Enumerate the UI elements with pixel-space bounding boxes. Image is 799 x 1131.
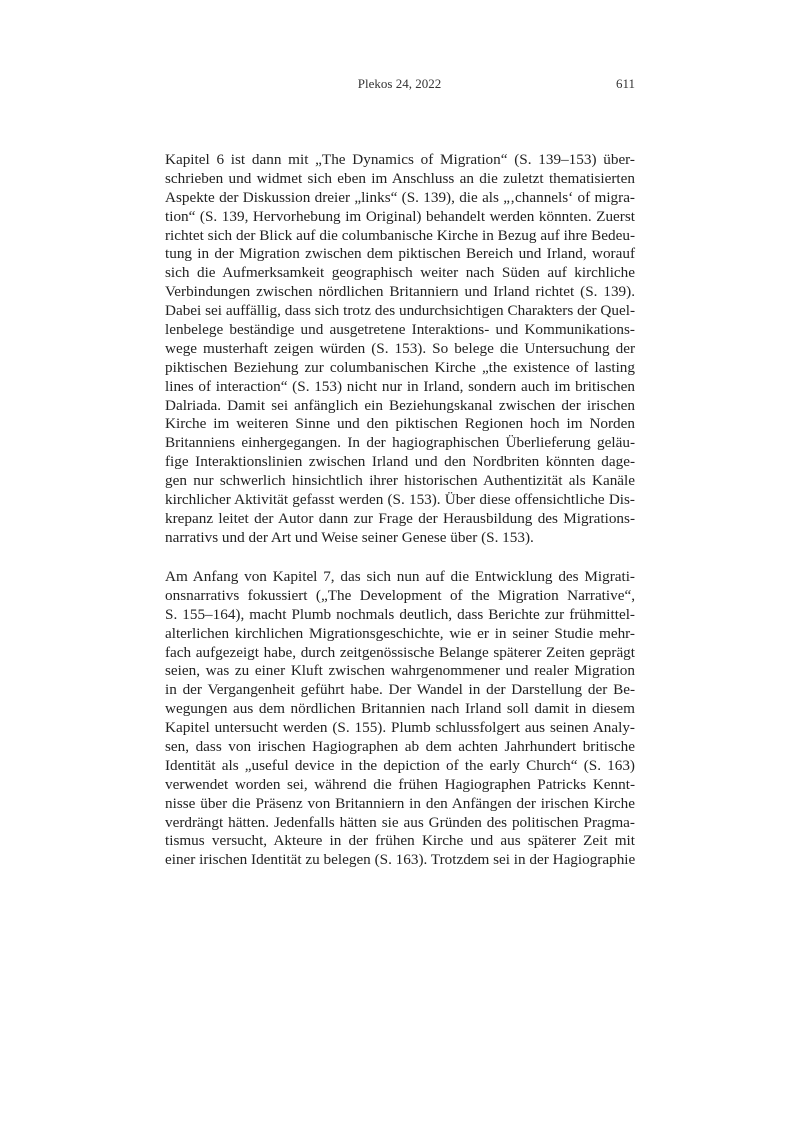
text-line: nisse über die Präsenz von Britanniern in den Anfängen der irischen Kirche (165, 794, 635, 812)
page-number: 611 (615, 76, 635, 91)
text-line: onsnarrativs fokussiert („The Development of the Migration Narrative“, (165, 586, 635, 604)
text-line: schrieben und widmet sich eben im Anschluss an die zuletzt thematisierten (165, 169, 635, 187)
text-line: S. 155–164), macht Plumb nochmals deutlich, dass Berichte zur frühmittel- (165, 605, 635, 623)
text-line: Dabei sei auffällig, dass sich trotz des undurchsichtigen Charakters der Quel- (165, 302, 635, 320)
paragraph-chapter-6 (165, 151, 635, 548)
text-line: Kapitel 6 ist dann mit „The Dynamics of Migration“ (S. 139–153) über- (165, 151, 635, 168)
text-line: Kirche im weiteren Sinne und den piktischen Regionen hoch im Norden (165, 415, 635, 433)
text-line: Identität als „useful device in the depiction of the early Church“ (S. 163) (165, 756, 635, 774)
text-line: einer irischen Identität zu belegen (S. 163). Trotzdem sei in der Hagiographie (165, 851, 636, 869)
text-line: sich die Aufmerksamkeit geographisch weiter nach Süden auf kirchliche (165, 264, 635, 282)
text-line: piktischen Beziehung zur columbanischen Kirche „the existence of lasting (165, 358, 635, 376)
text-line: in der Vergangenheit geführt habe. Der Wandel in der Darstellung der Be- (165, 681, 635, 699)
text-line: narrativs und der Art und Weise seiner Genese über (S. 153). (165, 528, 534, 546)
text-line: tung in der Migration zwischen dem piktischen Bereich und Irland, worauf (165, 245, 635, 263)
text-line: lenbelege beständige und ausgetretene Interaktions- und Kommunikations- (165, 321, 635, 339)
text-line: tion“ (S. 139, Hervorhebung im Original) behandelt werden könnten. Zuerst (165, 207, 635, 225)
text-line: Dalriada. Damit sei anfänglich ein Beziehungskanal zwischen der irischen (165, 396, 635, 414)
text-line: wege musterhaft zeigen würden (S. 153). So belege die Untersuchung der (165, 339, 635, 357)
running-header-title: Plekos 24, 2022 (357, 76, 442, 91)
text-line: Aspekte der Diskussion dreier „links“ (S. 139), die als „‚channels‘ of migra- (165, 188, 635, 206)
text-line: richtet sich der Blick auf die columbanische Kirche in Bezug auf ihre Bedeu- (165, 226, 635, 244)
text-line: wegungen aus dem nördlichen Britannien nach Irland soll damit in diesem (165, 700, 635, 718)
text-line: verdrängt hätten. Jedenfalls hätten sie aus Gründen des politischen Pragma- (165, 813, 635, 831)
text-line: verwendet worden sei, während die frühen Hagiographen Patricks Kennt- (165, 775, 635, 793)
text-line: Britanniens einhergegangen. In der hagiographischen Überlieferung geläu- (165, 434, 635, 452)
text-line: krepanz leitet der Autor dann zur Frage der Herausbildung des Migrations- (165, 509, 635, 527)
text-line: Am Anfang von Kapitel 7, das sich nun auf die Entwicklung des Migrati- (165, 568, 635, 585)
text-line: fach aufgezeigt habe, durch zeitgenössische Belange späterer Zeiten geprägt (165, 643, 635, 661)
text-line: seien, was zu einer Kluft zwischen wahrgenommener und realer Migration (165, 662, 635, 680)
text-line: kirchlicher Aktivität gefasst werden (S. 153). Über diese offensichtliche Dis- (165, 491, 635, 509)
text-line: fige Interaktionslinien zwischen Irland und den Nordbriten könnten dage- (165, 453, 635, 471)
text-line: Verbindungen zwischen nördlichen Britanniern und Irland richtet (S. 139). (165, 283, 635, 301)
paragraph-chapter-7 (165, 568, 635, 870)
text-line: Kapitel untersucht werden (S. 155). Plumb schlussfolgert aus seinen Analy- (165, 719, 635, 737)
text-line: lines of interaction“ (S. 153) nicht nur in Irland, sondern auch im britischen (165, 377, 635, 395)
text-line: alterlichen kirchlichen Migrationsgeschichte, wie er in seiner Studie mehr- (165, 624, 635, 642)
text-line: sen, dass von irischen Hagiographen ab dem achten Jahrhundert britische (165, 738, 635, 756)
text-line: tismus versucht, Akteure in der frühen Kirche und aus späterer Zeit mit (165, 832, 635, 850)
text-line: gen nur schwerlich hinsichtlich ihrer historischen Authentizität als Kanäle (165, 472, 635, 490)
